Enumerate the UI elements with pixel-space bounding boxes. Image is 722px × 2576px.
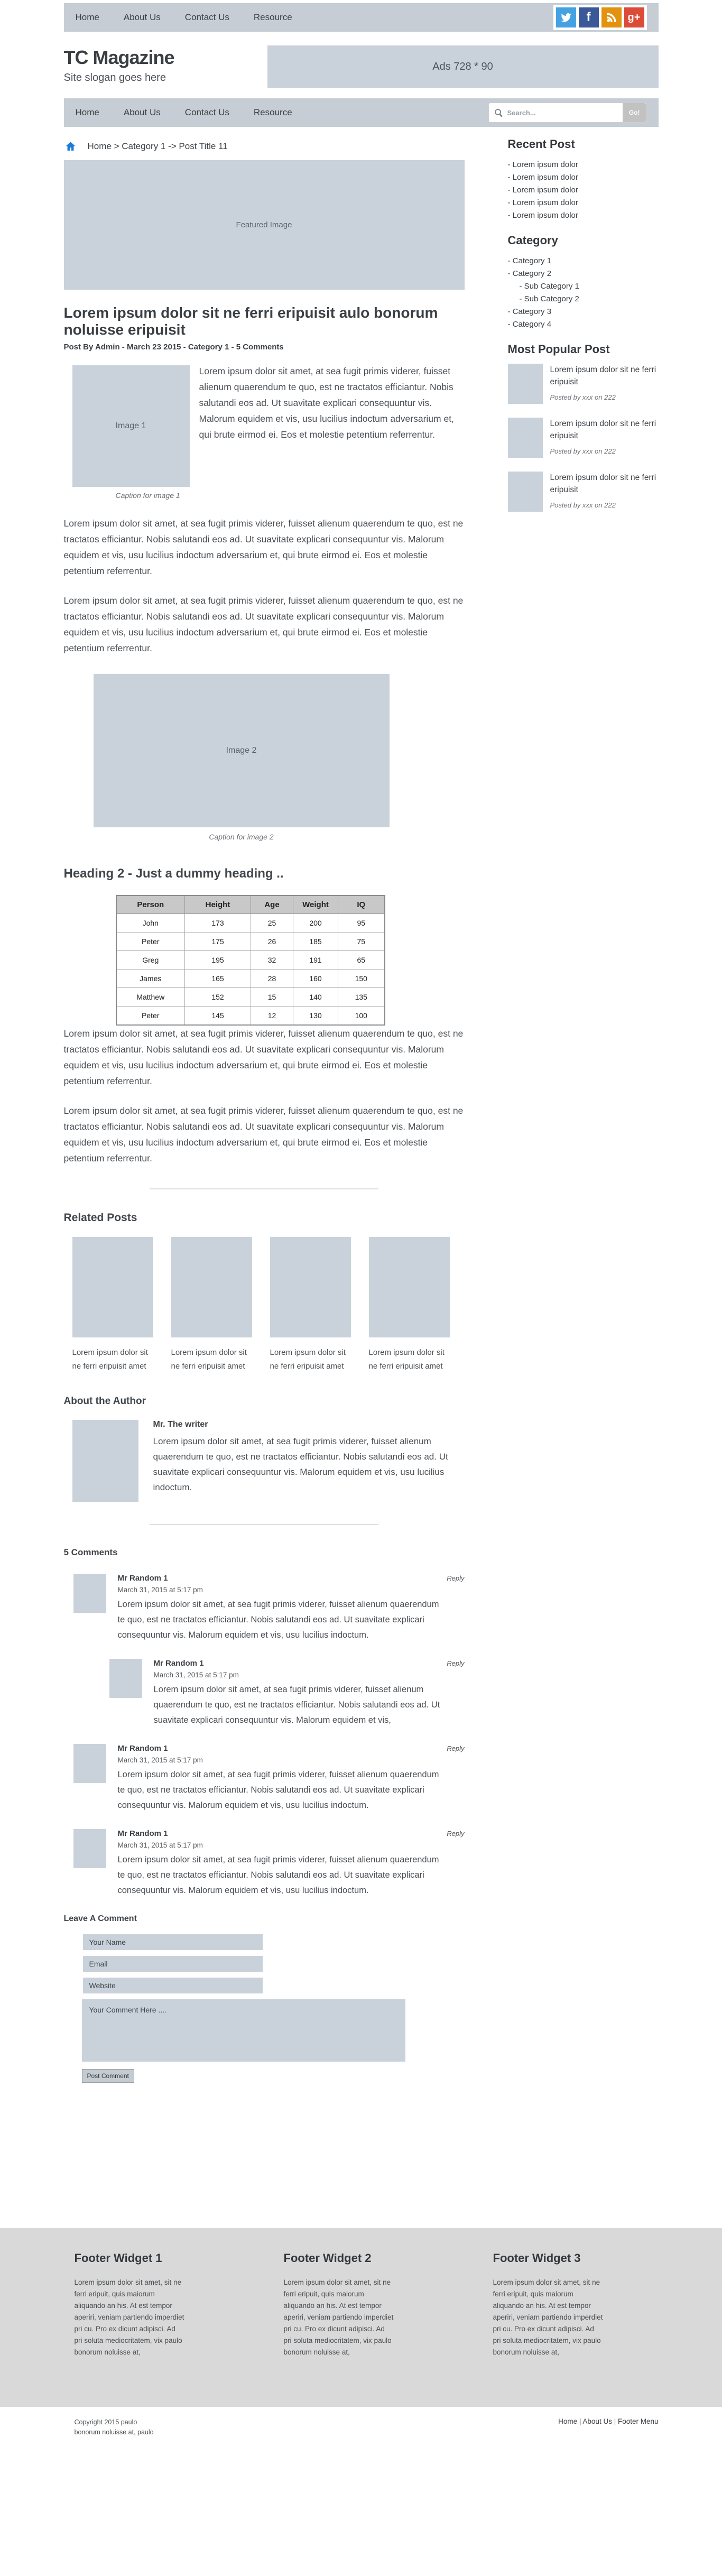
social-links — [553, 5, 647, 30]
table-cell: 75 — [338, 932, 385, 951]
facebook-icon[interactable]: f — [579, 7, 599, 27]
author-avatar — [72, 1420, 138, 1502]
top-navbar — [64, 3, 659, 32]
table-cell: 95 — [338, 914, 385, 932]
topnav-item-contact[interactable]: Contact Us — [184, 12, 229, 22]
comment — [73, 1829, 465, 1898]
category-title: Category — [507, 234, 558, 247]
google-plus-icon[interactable]: g+ — [624, 7, 644, 27]
table-cell: John — [116, 914, 185, 932]
related-post-thumbnail — [72, 1237, 153, 1337]
footer-widget-1 — [75, 2251, 184, 2358]
subnav-item-contact[interactable]: Contact Us — [184, 107, 229, 117]
site-header — [64, 32, 659, 98]
name-field[interactable] — [83, 1934, 263, 1950]
topnav-item-home[interactable]: Home — [75, 12, 99, 22]
related-post-caption: Lorem ipsum dolor sit ne ferri eripuisit amet — [368, 1348, 445, 1371]
commenter-avatar — [109, 1659, 142, 1698]
popular-post-thumbnail — [508, 472, 543, 512]
subnav-item-home[interactable]: Home — [75, 107, 99, 117]
commenter-name: Mr Random 1 — [117, 1744, 168, 1753]
footer-widget-title: Footer Widget 3 — [493, 2251, 581, 2265]
footer-widget-text: Lorem ipsum dolor sit amet, sit ne ferri eripuit, quis maiorum aliquando an his. At est tempor aperiri, veniam partiendo imperdiet pri cu. Pro ex dicunt adipisci. Ad pri soluta mediocritatem, vix paulo bonorum noluisse at, — [74, 2278, 184, 2357]
comment-nested — [109, 1659, 465, 1728]
related-post-card[interactable] — [369, 1237, 450, 1373]
table-header-person: Person — [116, 895, 185, 914]
recent-post-item[interactable]: - Lorem ipsum dolor — [507, 160, 578, 169]
table-cell: James — [116, 970, 185, 988]
reply-link[interactable]: Reply — [447, 1744, 465, 1753]
table-cell: 191 — [293, 951, 338, 970]
table-cell: 200 — [293, 914, 338, 932]
related-post-card[interactable] — [270, 1237, 351, 1373]
table-header-height: Height — [185, 895, 251, 914]
comment-date: March 31, 2015 at 5:17 pm — [117, 1841, 203, 1850]
comment-field[interactable] — [82, 1999, 405, 2062]
related-post-caption: Lorem ipsum dolor sit ne ferri eripuisit amet — [270, 1348, 346, 1371]
table-header-age: Age — [251, 895, 293, 914]
table-cell: 152 — [185, 988, 251, 1007]
rss-icon[interactable] — [601, 7, 622, 27]
reply-link[interactable]: Reply — [447, 1659, 465, 1668]
post-paragraph-2: Lorem ipsum dolor sit amet, at sea fugit primis viderer, fuisset alienum quaerendum te quo, est ne tractatos efficiantur. Nobis salutandi eos ad. Ut suavitate explicari consequuntur vis. Malorum equidem et vis, usu lucilius indoctum adversarium et, qui brute eirmod ei. Eos et molestie petentium referrentur. — [63, 518, 464, 577]
sub-category-item[interactable]: - Sub Category 1 — [519, 282, 579, 291]
commenter-name: Mr Random 1 — [117, 1574, 168, 1583]
author-name: Mr. The writer — [153, 1420, 208, 1429]
comment-text: Lorem ipsum dolor sit amet, at sea fugit primis viderer, fuisset alienum quaerendum te quo, est ne tractatos efficiantur. Nobis salutandi eos ad. Ut suavitate explicari consequuntur vis. Malorum equidem et vis, usu lucilius indoctum. — [117, 1600, 439, 1640]
footer-widget-title: Footer Widget 2 — [283, 2251, 372, 2265]
reply-link[interactable]: Reply — [447, 1830, 465, 1838]
related-post-caption: Lorem ipsum dolor sit ne ferri eripuisit amet — [171, 1348, 247, 1371]
table-cell: 140 — [293, 988, 338, 1007]
table-row — [116, 1007, 385, 1026]
table-row — [116, 988, 385, 1007]
category-item[interactable]: - Category 1 — [507, 256, 552, 265]
section-divider — [150, 1188, 378, 1189]
post-paragraph-4: Lorem ipsum dolor sit amet, at sea fugit primis viderer, fuisset alienum quaerendum te quo, est ne tractatos efficiantur. Nobis salutandi eos ad. Ut suavitate explicari consequuntur vis. Malorum equidem et vis, usu lucilius indoctum adversarium et, qui brute eirmod ei. Eos et molestie petentium referrentur. — [63, 1028, 464, 1087]
table-header-row — [116, 895, 385, 914]
home-icon[interactable] — [65, 141, 76, 152]
table-cell: Peter — [116, 1007, 185, 1026]
subnav-item-about[interactable]: About Us — [123, 107, 161, 117]
footer — [0, 2228, 722, 2407]
table-cell: 175 — [185, 932, 251, 951]
category-item[interactable]: - Category 3 — [507, 307, 552, 316]
table-cell: 165 — [185, 970, 251, 988]
popular-post-title: Most Popular Post — [507, 343, 610, 356]
footer-widget-text: Lorem ipsum dolor sit amet, sit ne ferri eripuit, quis maiorum aliquando an his. At est tempor aperiri, veniam partiendo imperdiet pri cu. Pro ex dicunt adipisci. Ad pri soluta mediocritatem, vix paulo bonorum noluisse at, — [283, 2278, 394, 2357]
image-1-caption: Caption for image 1 — [115, 491, 180, 500]
table-cell: Matthew — [116, 988, 185, 1007]
author-box — [72, 1420, 465, 1502]
footer-widget-text: Lorem ipsum dolor sit amet, sit ne ferri eripuit, quis maiorum aliquando an his. At est tempor aperiri, veniam partiendo imperdiet pri cu. Pro ex dicunt adipisci. Ad pri soluta mediocritatem, vix paulo bonorum noluisse at, — [493, 2278, 603, 2357]
category-item[interactable]: - Category 2 — [507, 269, 552, 278]
commenter-name: Mr Random 1 — [153, 1659, 204, 1668]
table-cell: 26 — [251, 932, 293, 951]
popular-post-link: Lorem ipsum dolor sit ne ferri eripuisit — [550, 365, 656, 386]
post-subheading: Heading 2 - Just a dummy heading .. — [63, 866, 284, 881]
table-cell: 32 — [251, 951, 293, 970]
table-cell: 195 — [185, 951, 251, 970]
recent-post-list — [508, 159, 659, 222]
comment-date: March 31, 2015 at 5:17 pm — [153, 1671, 239, 1679]
commenter-avatar — [73, 1829, 106, 1868]
sidebar — [508, 127, 659, 2083]
search-go-button[interactable]: Go! — [623, 103, 646, 122]
recent-post-item[interactable]: - Lorem ipsum dolor — [507, 198, 578, 207]
table-cell: 185 — [293, 932, 338, 951]
table-row — [116, 951, 385, 970]
popular-post-meta: Posted by xxx on 222 — [550, 447, 616, 455]
section-divider — [150, 1524, 378, 1525]
post-comment-button[interactable]: Post Comment — [82, 2069, 134, 2083]
related-post-card[interactable] — [72, 1237, 153, 1373]
email-field[interactable] — [83, 1956, 263, 1972]
popular-post-link: Lorem ipsum dolor sit ne ferri eripuisit — [550, 473, 656, 494]
table-cell: 15 — [251, 988, 293, 1007]
table-row — [116, 932, 385, 951]
featured-image: Featured Image — [64, 160, 465, 290]
topnav-item-about[interactable]: About Us — [123, 12, 161, 22]
commenter-name: Mr Random 1 — [117, 1829, 168, 1839]
comment-text: Lorem ipsum dolor sit amet, at sea fugit primis viderer, fuisset alienum quaerendum te quo, est ne tractatos efficiantur. Nobis salutandi eos ad. Ut suavitate explicari consequuntur vis. Malorum equidem et vis, usu lucilius indoctum. — [117, 1770, 439, 1811]
recent-post-title: Recent Post — [507, 137, 575, 151]
post-image-1: Image 1 — [72, 365, 190, 487]
author-bio: Lorem ipsum dolor sit amet, at sea fugit primis viderer, fuisset alienum quaerendum te quo, est ne tractatos efficiantur. Nobis salutandi eos ad. Ut suavitate explicari consequuntur vis. Malorum equidem et vis, usu lucilius indoctum. — [153, 1436, 448, 1493]
subnav-item-resource[interactable]: Resource — [253, 107, 292, 117]
twitter-icon[interactable] — [556, 7, 576, 27]
related-post-thumbnail — [171, 1237, 252, 1337]
table-cell: 173 — [185, 914, 251, 932]
related-posts-title: Related Posts — [63, 1212, 137, 1224]
table-header-weight: Weight — [293, 895, 338, 914]
reply-link[interactable]: Reply — [447, 1574, 465, 1583]
recent-post-item[interactable]: - Lorem ipsum dolor — [507, 186, 578, 195]
popular-post-meta: Posted by xxx on 222 — [550, 501, 616, 509]
site-slogan: Site slogan goes here — [63, 72, 166, 84]
table-row — [116, 914, 385, 932]
table-cell: 100 — [338, 1007, 385, 1026]
popular-post-item[interactable] — [508, 364, 659, 404]
sub-navbar — [64, 98, 659, 127]
popular-post-thumbnail — [508, 364, 543, 404]
comment-date: March 31, 2015 at 5:17 pm — [117, 1756, 203, 1765]
footer-widget-2 — [284, 2251, 394, 2358]
leave-comment-title: Leave A Comment — [63, 1914, 137, 1924]
table-cell: 150 — [338, 970, 385, 988]
about-author-title: About the Author — [63, 1396, 146, 1407]
popular-post-item[interactable] — [508, 418, 659, 458]
data-table — [116, 895, 385, 1026]
table-cell: Peter — [116, 932, 185, 951]
comment-text: Lorem ipsum dolor sit amet, at sea fugit primis viderer, fuisset alienum quaerendum te quo, est ne tractatos efficiantur. Nobis salutandi eos ad. Ut suavitate explicari consequuntur vis. Malorum equidem et vis, usu lucilius indoctum. — [117, 1855, 439, 1896]
header-ad-banner: Ads 728 * 90 — [267, 45, 659, 88]
related-post-thumbnail — [369, 1237, 450, 1337]
category-item[interactable]: - Category 4 — [507, 320, 552, 329]
copyright-text: Copyright 2015 paulo bonorum noluisse at, paulo — [74, 2418, 154, 2436]
popular-post-thumbnail — [508, 418, 543, 458]
related-post-card[interactable] — [171, 1237, 252, 1373]
post-paragraph-lead: Lorem ipsum dolor sit amet, at sea fugit primis viderer, fuisset alienum quaerendum te quo, est ne tractatos efficiantur. Nobis salutandi eos ad. Ut suavitate explicari consequuntur vis. Malorum equidem et vis, usu lucilius indoctum adversarium et, qui brute eirmod ei. Eos et molestie petentium referrentur. — [199, 366, 454, 440]
footer-menu[interactable]: Home | About Us | Footer Menu — [558, 2417, 659, 2426]
post-meta: Post By Admin - March 23 2015 - Category 1 - 5 Comments — [63, 343, 284, 352]
table-row — [116, 970, 385, 988]
related-posts — [72, 1237, 465, 1373]
related-post-thumbnail — [270, 1237, 351, 1337]
table-cell: Greg — [116, 951, 185, 970]
website-field[interactable] — [83, 1978, 263, 1993]
popular-post-link: Lorem ipsum dolor sit ne ferri eripuisit — [550, 419, 656, 440]
search-input[interactable] — [506, 108, 623, 117]
footer-widget-3 — [493, 2251, 603, 2358]
table-cell: 12 — [251, 1007, 293, 1026]
footer-widget-title: Footer Widget 1 — [74, 2251, 162, 2265]
table-cell: 160 — [293, 970, 338, 988]
table-cell: 135 — [338, 988, 385, 1007]
recent-post-item[interactable]: - Lorem ipsum dolor — [507, 173, 578, 182]
table-cell: 65 — [338, 951, 385, 970]
post-paragraph-5: Lorem ipsum dolor sit amet, at sea fugit primis viderer, fuisset alienum quaerendum te quo, est ne tractatos efficiantur. Nobis salutandi eos ad. Ut suavitate explicari consequuntur vis. Malorum equidem et vis, usu lucilius indoctum adversarium et, qui brute eirmod ei. Eos et molestie petentium referrentur. — [63, 1105, 464, 1164]
comment — [73, 1574, 465, 1643]
comment-text: Lorem ipsum dolor sit amet, at sea fugit primis viderer, fuisset alienum quaerendum te quo, est ne tractatos efficiantur. Nobis salutandi eos ad. Ut suavitate explicari consequuntur vis. Malorum equidem et vis, — [153, 1685, 440, 1725]
topnav-item-resource[interactable]: Resource — [253, 12, 292, 22]
post-image-2: Image 2 — [94, 674, 390, 827]
table-header-iq: IQ — [338, 895, 385, 914]
breadcrumb — [65, 141, 465, 152]
post-title: Lorem ipsum dolor sit ne ferri eripuisit aulo bonorum noluisse eripuisit — [63, 304, 438, 338]
sub-category-item[interactable]: - Sub Category 2 — [519, 294, 579, 303]
site-logo[interactable]: TC Magazine — [63, 47, 174, 68]
bottom-bar — [0, 2407, 722, 2455]
table-cell: 130 — [293, 1007, 338, 1026]
table-cell: 145 — [185, 1007, 251, 1026]
recent-post-item[interactable]: - Lorem ipsum dolor — [507, 211, 578, 220]
post-paragraph-3: Lorem ipsum dolor sit amet, at sea fugit primis viderer, fuisset alienum quaerendum te quo, est ne tractatos efficiantur. Nobis salutandi eos ad. Ut suavitate explicari consequuntur vis. Malorum equidem et vis, usu lucilius indoctum adversarium et, qui brute eirmod ei. Eos et molestie petentium referrentur. — [63, 595, 464, 654]
comments-title: 5 Comments — [63, 1547, 118, 1558]
commenter-avatar — [73, 1574, 106, 1613]
table-cell: 28 — [251, 970, 293, 988]
search-bar — [488, 103, 647, 123]
image-2-caption: Caption for image 2 — [209, 833, 274, 842]
popular-post-meta: Posted by xxx on 222 — [550, 393, 616, 401]
related-post-caption: Lorem ipsum dolor sit ne ferri eripuisit amet — [72, 1348, 148, 1371]
search-icon — [495, 109, 503, 117]
breadcrumb-text[interactable]: Home > Category 1 -> Post Title 11 — [87, 141, 228, 151]
table-cell: 25 — [251, 914, 293, 932]
comment-date: March 31, 2015 at 5:17 pm — [117, 1586, 203, 1594]
comment — [73, 1744, 465, 1813]
commenter-avatar — [73, 1744, 106, 1783]
popular-post-item[interactable] — [508, 472, 659, 512]
category-list — [508, 255, 659, 331]
